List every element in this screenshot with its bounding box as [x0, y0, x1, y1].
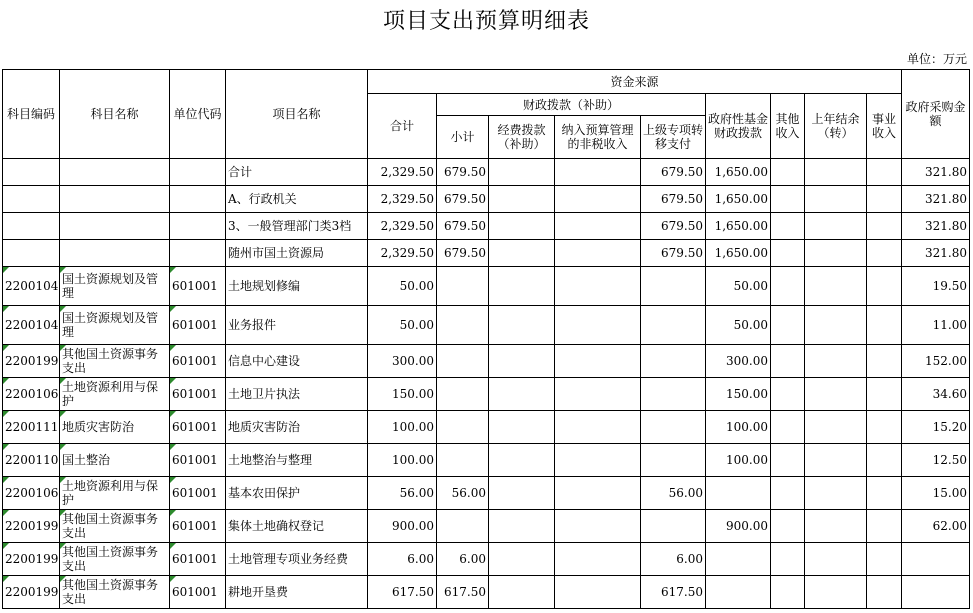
- table-body: [3, 159, 970, 609]
- cell-transfer: 679.50: [641, 213, 706, 240]
- cell-procurement: 321.80: [902, 186, 970, 213]
- unit-label: 单位：万元: [906, 52, 967, 66]
- cell-subtotal: 679.50: [437, 240, 489, 267]
- cell-transfer: 56.00: [641, 477, 706, 510]
- cell-carryover: [805, 240, 867, 267]
- cell-unit-code: 601001: [170, 543, 226, 576]
- cell-total: 300.00: [368, 345, 437, 378]
- cell-procurement: [902, 576, 970, 609]
- header-biz: 事业收入: [867, 94, 902, 159]
- cell-carryover: [805, 213, 867, 240]
- cell-subject-name: 土地资源利用与保护: [60, 378, 170, 411]
- cell-expense: [489, 159, 555, 186]
- cell-subject-code: 2200111: [3, 411, 60, 444]
- table-row: [3, 213, 970, 240]
- cell-nontax: [555, 159, 641, 186]
- cell-procurement: 11.00: [902, 306, 970, 345]
- header-nontax: 纳入预算管理的非税收入: [555, 116, 641, 159]
- cell-project-name: 耕地开垦费: [226, 576, 368, 609]
- cell-subject-code: 2200199: [3, 510, 60, 543]
- cell-nontax: [555, 306, 641, 345]
- cell-nontax: [555, 543, 641, 576]
- cell-unit-code: 601001: [170, 306, 226, 345]
- cell-unit-code: 601001: [170, 444, 226, 477]
- header-fund-source: 资金来源: [368, 70, 902, 94]
- table-header: [3, 70, 970, 159]
- cell-expense: [489, 306, 555, 345]
- cell-unit-code: [170, 159, 226, 186]
- cell-subtotal: 56.00: [437, 477, 489, 510]
- cell-procurement: 321.80: [902, 213, 970, 240]
- cell-expense: [489, 411, 555, 444]
- table-row: [3, 159, 970, 186]
- cell-subtotal: [437, 267, 489, 306]
- cell-expense: [489, 477, 555, 510]
- cell-biz: [867, 159, 902, 186]
- cell-gov-fund: 150.00: [706, 378, 771, 411]
- cell-gov-fund: 1,650.00: [706, 213, 771, 240]
- cell-project-name: 土地管理专项业务经费: [226, 543, 368, 576]
- cell-procurement: 15.00: [902, 477, 970, 510]
- cell-expense: [489, 186, 555, 213]
- cell-unit-code: 601001: [170, 378, 226, 411]
- cell-gov-fund: [706, 576, 771, 609]
- cell-transfer: [641, 378, 706, 411]
- cell-nontax: [555, 510, 641, 543]
- table-row: [3, 543, 970, 576]
- cell-subject-code: 2200199: [3, 345, 60, 378]
- cell-biz: [867, 186, 902, 213]
- cell-other: [771, 345, 805, 378]
- cell-biz: [867, 543, 902, 576]
- cell-gov-fund: 1,650.00: [706, 186, 771, 213]
- cell-transfer: 617.50: [641, 576, 706, 609]
- cell-unit-code: 601001: [170, 267, 226, 306]
- cell-total: 2,329.50: [368, 159, 437, 186]
- table-row: [3, 186, 970, 213]
- cell-subject-name: 其他国土资源事务支出: [60, 510, 170, 543]
- cell-other: [771, 543, 805, 576]
- cell-subject-name: 土地资源利用与保护: [60, 477, 170, 510]
- cell-procurement: 152.00: [902, 345, 970, 378]
- cell-subject-name: [60, 186, 170, 213]
- cell-nontax: [555, 267, 641, 306]
- cell-unit-code: 601001: [170, 576, 226, 609]
- cell-carryover: [805, 543, 867, 576]
- header-expense: 经费拨款（补助）: [489, 116, 555, 159]
- header-subject-name: 科目名称: [60, 70, 170, 159]
- table-row: [3, 477, 970, 510]
- cell-total: 2,329.50: [368, 213, 437, 240]
- cell-subtotal: [437, 306, 489, 345]
- cell-transfer: [641, 444, 706, 477]
- cell-project-name: 合计: [226, 159, 368, 186]
- cell-carryover: [805, 345, 867, 378]
- header-unit-code: 单位代码: [170, 70, 226, 159]
- cell-transfer: 6.00: [641, 543, 706, 576]
- cell-biz: [867, 477, 902, 510]
- cell-gov-fund: 100.00: [706, 444, 771, 477]
- header-other: 其他收入: [771, 94, 805, 159]
- cell-subject-code: [3, 186, 60, 213]
- cell-subject-code: 2200199: [3, 543, 60, 576]
- cell-subject-code: [3, 159, 60, 186]
- cell-transfer: 679.50: [641, 159, 706, 186]
- cell-subtotal: [437, 378, 489, 411]
- cell-biz: [867, 267, 902, 306]
- header-fiscal: 财政拨款（补助）: [437, 94, 706, 116]
- cell-transfer: [641, 267, 706, 306]
- cell-project-name: 集体土地确权登记: [226, 510, 368, 543]
- cell-subject-name: 地质灾害防治: [60, 411, 170, 444]
- cell-unit-code: 601001: [170, 345, 226, 378]
- cell-procurement: 34.60: [902, 378, 970, 411]
- cell-project-name: A、行政机关: [226, 186, 368, 213]
- cell-expense: [489, 240, 555, 267]
- cell-transfer: [641, 345, 706, 378]
- header-transfer: 上级专项转移支付: [641, 116, 706, 159]
- cell-subtotal: 6.00: [437, 543, 489, 576]
- cell-total: 900.00: [368, 510, 437, 543]
- cell-subject-name: [60, 240, 170, 267]
- cell-subject-name: 国土资源规划及管理: [60, 306, 170, 345]
- cell-other: [771, 240, 805, 267]
- cell-gov-fund: 50.00: [706, 267, 771, 306]
- cell-biz: [867, 345, 902, 378]
- cell-subtotal: [437, 444, 489, 477]
- cell-subject-name: 其他国土资源事务支出: [60, 576, 170, 609]
- cell-project-name: 土地整治与整理: [226, 444, 368, 477]
- cell-biz: [867, 213, 902, 240]
- cell-project-name: 随州市国土资源局: [226, 240, 368, 267]
- cell-project-name: 信息中心建设: [226, 345, 368, 378]
- table-row: [3, 267, 970, 306]
- cell-subject-name: [60, 159, 170, 186]
- cell-expense: [489, 510, 555, 543]
- cell-biz: [867, 510, 902, 543]
- cell-gov-fund: 900.00: [706, 510, 771, 543]
- cell-subtotal: [437, 411, 489, 444]
- cell-unit-code: 601001: [170, 510, 226, 543]
- cell-other: [771, 306, 805, 345]
- cell-subtotal: [437, 510, 489, 543]
- cell-nontax: [555, 240, 641, 267]
- cell-nontax: [555, 477, 641, 510]
- cell-project-name: 3、一般管理部门类3档: [226, 213, 368, 240]
- cell-unit-code: 601001: [170, 477, 226, 510]
- cell-procurement: [902, 543, 970, 576]
- cell-nontax: [555, 213, 641, 240]
- cell-total: 2,329.50: [368, 186, 437, 213]
- cell-subject-name: 国土资源规划及管理: [60, 267, 170, 306]
- cell-carryover: [805, 510, 867, 543]
- cell-total: 150.00: [368, 378, 437, 411]
- header-subtotal: 小计: [437, 116, 489, 159]
- cell-carryover: [805, 267, 867, 306]
- cell-nontax: [555, 444, 641, 477]
- cell-other: [771, 159, 805, 186]
- cell-carryover: [805, 411, 867, 444]
- cell-expense: [489, 444, 555, 477]
- cell-transfer: [641, 510, 706, 543]
- header-procurement: 政府采购金额: [902, 70, 970, 159]
- table-row: [3, 576, 970, 609]
- cell-subtotal: 617.50: [437, 576, 489, 609]
- cell-carryover: [805, 378, 867, 411]
- cell-subject-code: 2200110: [3, 444, 60, 477]
- cell-total: 2,329.50: [368, 240, 437, 267]
- cell-procurement: 15.20: [902, 411, 970, 444]
- cell-biz: [867, 444, 902, 477]
- cell-gov-fund: 50.00: [706, 306, 771, 345]
- cell-subject-name: 其他国土资源事务支出: [60, 543, 170, 576]
- table-row: [3, 411, 970, 444]
- cell-other: [771, 378, 805, 411]
- cell-subtotal: 679.50: [437, 186, 489, 213]
- cell-nontax: [555, 576, 641, 609]
- cell-expense: [489, 213, 555, 240]
- cell-biz: [867, 378, 902, 411]
- cell-total: 50.00: [368, 306, 437, 345]
- cell-biz: [867, 240, 902, 267]
- table-row: [3, 345, 970, 378]
- header-subject-code: 科目编码: [3, 70, 60, 159]
- cell-procurement: 321.80: [902, 159, 970, 186]
- cell-total: 100.00: [368, 444, 437, 477]
- cell-subtotal: 679.50: [437, 159, 489, 186]
- cell-project-name: 业务报件: [226, 306, 368, 345]
- cell-project-name: 基本农田保护: [226, 477, 368, 510]
- cell-other: [771, 510, 805, 543]
- cell-transfer: [641, 306, 706, 345]
- header-gov-fund: 政府性基金财政拨款: [706, 94, 771, 159]
- cell-total: 100.00: [368, 411, 437, 444]
- cell-subtotal: 679.50: [437, 213, 489, 240]
- table-row: [3, 306, 970, 345]
- cell-gov-fund: 100.00: [706, 411, 771, 444]
- cell-expense: [489, 267, 555, 306]
- header-carryover: 上年结余（转）: [805, 94, 867, 159]
- cell-subject-name: 国土整治: [60, 444, 170, 477]
- cell-unit-code: [170, 240, 226, 267]
- table-row: [3, 378, 970, 411]
- cell-subject-code: 2200199: [3, 576, 60, 609]
- cell-nontax: [555, 378, 641, 411]
- cell-other: [771, 576, 805, 609]
- cell-biz: [867, 576, 902, 609]
- cell-gov-fund: [706, 477, 771, 510]
- cell-subject-code: [3, 240, 60, 267]
- cell-subtotal: [437, 345, 489, 378]
- header-project-name: 项目名称: [226, 70, 368, 159]
- cell-expense: [489, 543, 555, 576]
- cell-subject-code: [3, 213, 60, 240]
- cell-gov-fund: 1,650.00: [706, 159, 771, 186]
- table-row: [3, 510, 970, 543]
- cell-subject-name: 其他国土资源事务支出: [60, 345, 170, 378]
- cell-procurement: 19.50: [902, 267, 970, 306]
- cell-gov-fund: [706, 543, 771, 576]
- cell-nontax: [555, 345, 641, 378]
- cell-carryover: [805, 306, 867, 345]
- cell-transfer: [641, 411, 706, 444]
- cell-carryover: [805, 159, 867, 186]
- cell-total: 6.00: [368, 543, 437, 576]
- cell-other: [771, 213, 805, 240]
- cell-expense: [489, 576, 555, 609]
- cell-subject-code: 2200104: [3, 306, 60, 345]
- budget-table: [2, 69, 970, 609]
- cell-expense: [489, 378, 555, 411]
- cell-total: 50.00: [368, 267, 437, 306]
- cell-biz: [867, 306, 902, 345]
- table-row: [3, 444, 970, 477]
- cell-nontax: [555, 411, 641, 444]
- cell-subject-code: 2200106: [3, 378, 60, 411]
- cell-subject-name: [60, 213, 170, 240]
- cell-other: [771, 477, 805, 510]
- table-row: [3, 240, 970, 267]
- cell-expense: [489, 345, 555, 378]
- cell-other: [771, 186, 805, 213]
- cell-gov-fund: 1,650.00: [706, 240, 771, 267]
- cell-total: 56.00: [368, 477, 437, 510]
- cell-other: [771, 267, 805, 306]
- cell-unit-code: [170, 213, 226, 240]
- cell-project-name: 土地规划修编: [226, 267, 368, 306]
- page-title: 项目支出预算明细表: [382, 9, 590, 34]
- cell-unit-code: [170, 186, 226, 213]
- cell-carryover: [805, 477, 867, 510]
- cell-carryover: [805, 444, 867, 477]
- cell-carryover: [805, 186, 867, 213]
- cell-subject-code: 2200104: [3, 267, 60, 306]
- cell-other: [771, 444, 805, 477]
- cell-procurement: 12.50: [902, 444, 970, 477]
- cell-other: [771, 411, 805, 444]
- cell-procurement: 62.00: [902, 510, 970, 543]
- cell-transfer: 679.50: [641, 186, 706, 213]
- cell-project-name: 土地卫片执法: [226, 378, 368, 411]
- cell-procurement: 321.80: [902, 240, 970, 267]
- cell-unit-code: 601001: [170, 411, 226, 444]
- cell-nontax: [555, 186, 641, 213]
- header-total: 合计: [368, 94, 437, 159]
- cell-total: 617.50: [368, 576, 437, 609]
- cell-gov-fund: 300.00: [706, 345, 771, 378]
- cell-transfer: 679.50: [641, 240, 706, 267]
- cell-biz: [867, 411, 902, 444]
- cell-carryover: [805, 576, 867, 609]
- cell-project-name: 地质灾害防治: [226, 411, 368, 444]
- cell-subject-code: 2200106: [3, 477, 60, 510]
